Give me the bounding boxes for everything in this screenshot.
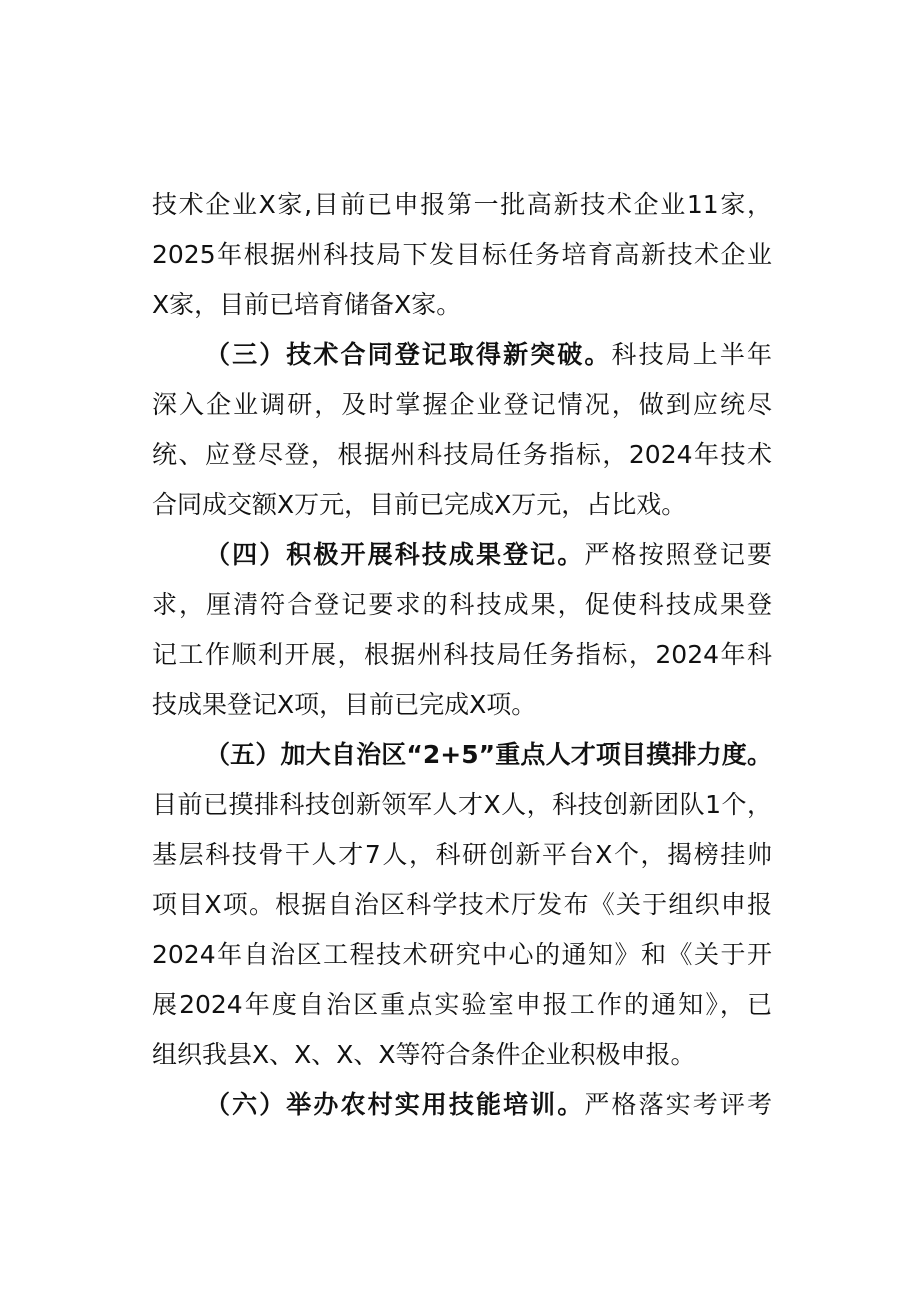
- section-heading: （六）举办农村实用技能培训。: [205, 1090, 585, 1119]
- text-line: 目前已摸排科技创新领军人才X人，科技创新团队1个，: [152, 790, 772, 819]
- text-line: 统、应登尽登，根据州科技局任务指标，2024年技术: [152, 440, 772, 469]
- text-line: 项目X项。根据自治区科学技术厅发布《关于组织申报: [152, 890, 772, 919]
- text-line: 求，厘清符合登记要求的科技成果，促使科技成果登: [152, 590, 772, 619]
- text-line: 组织我县X、X、X、X等符合条件企业积极申报。: [152, 1040, 696, 1069]
- section-heading: （五）加大自治区“2+5”重点人才项目摸排力度。: [205, 740, 772, 769]
- text-line: 合同成交额X万元，目前已完成X万元，占比戏。: [152, 490, 687, 519]
- text-line: 记工作顺利开展，根据州科技局任务指标，2024年科: [152, 640, 772, 669]
- text-line: 2024年自治区工程技术研究中心的通知》和《关于开: [152, 940, 772, 969]
- section-heading: （三）技术合同登记取得新突破。: [205, 340, 612, 369]
- text-line: 2025年根据州科技局下发目标任务培育高新技术企业: [152, 240, 772, 269]
- text-run: 科技局上半年: [611, 340, 772, 369]
- text-run: 严格按照登记要: [584, 540, 772, 569]
- section-heading-line: [205, 1085, 772, 1125]
- text-line: 技成果登记X项，目前已完成X项。: [152, 690, 537, 719]
- section-heading: （四）积极开展科技成果登记。: [205, 540, 585, 569]
- text-line: X家，目前已培育储备X家。: [152, 290, 462, 319]
- text-line: 展2024年度自治区重点实验室申报工作的通知》，已: [152, 990, 772, 1019]
- section-heading-line: [205, 335, 772, 375]
- text-run: 严格落实考评考: [584, 1090, 772, 1119]
- section-heading-line: [205, 535, 772, 575]
- section-heading-line: [205, 735, 772, 775]
- text-line: 基层科技骨干人才7人，科研创新平台X个，揭榜挂帅: [152, 840, 772, 869]
- text-line: 技术企业X家,目前已申报第一批高新技术企业11家，: [152, 190, 772, 219]
- text-line: 深入企业调研，及时掌握企业登记情况，做到应统尽: [152, 390, 772, 419]
